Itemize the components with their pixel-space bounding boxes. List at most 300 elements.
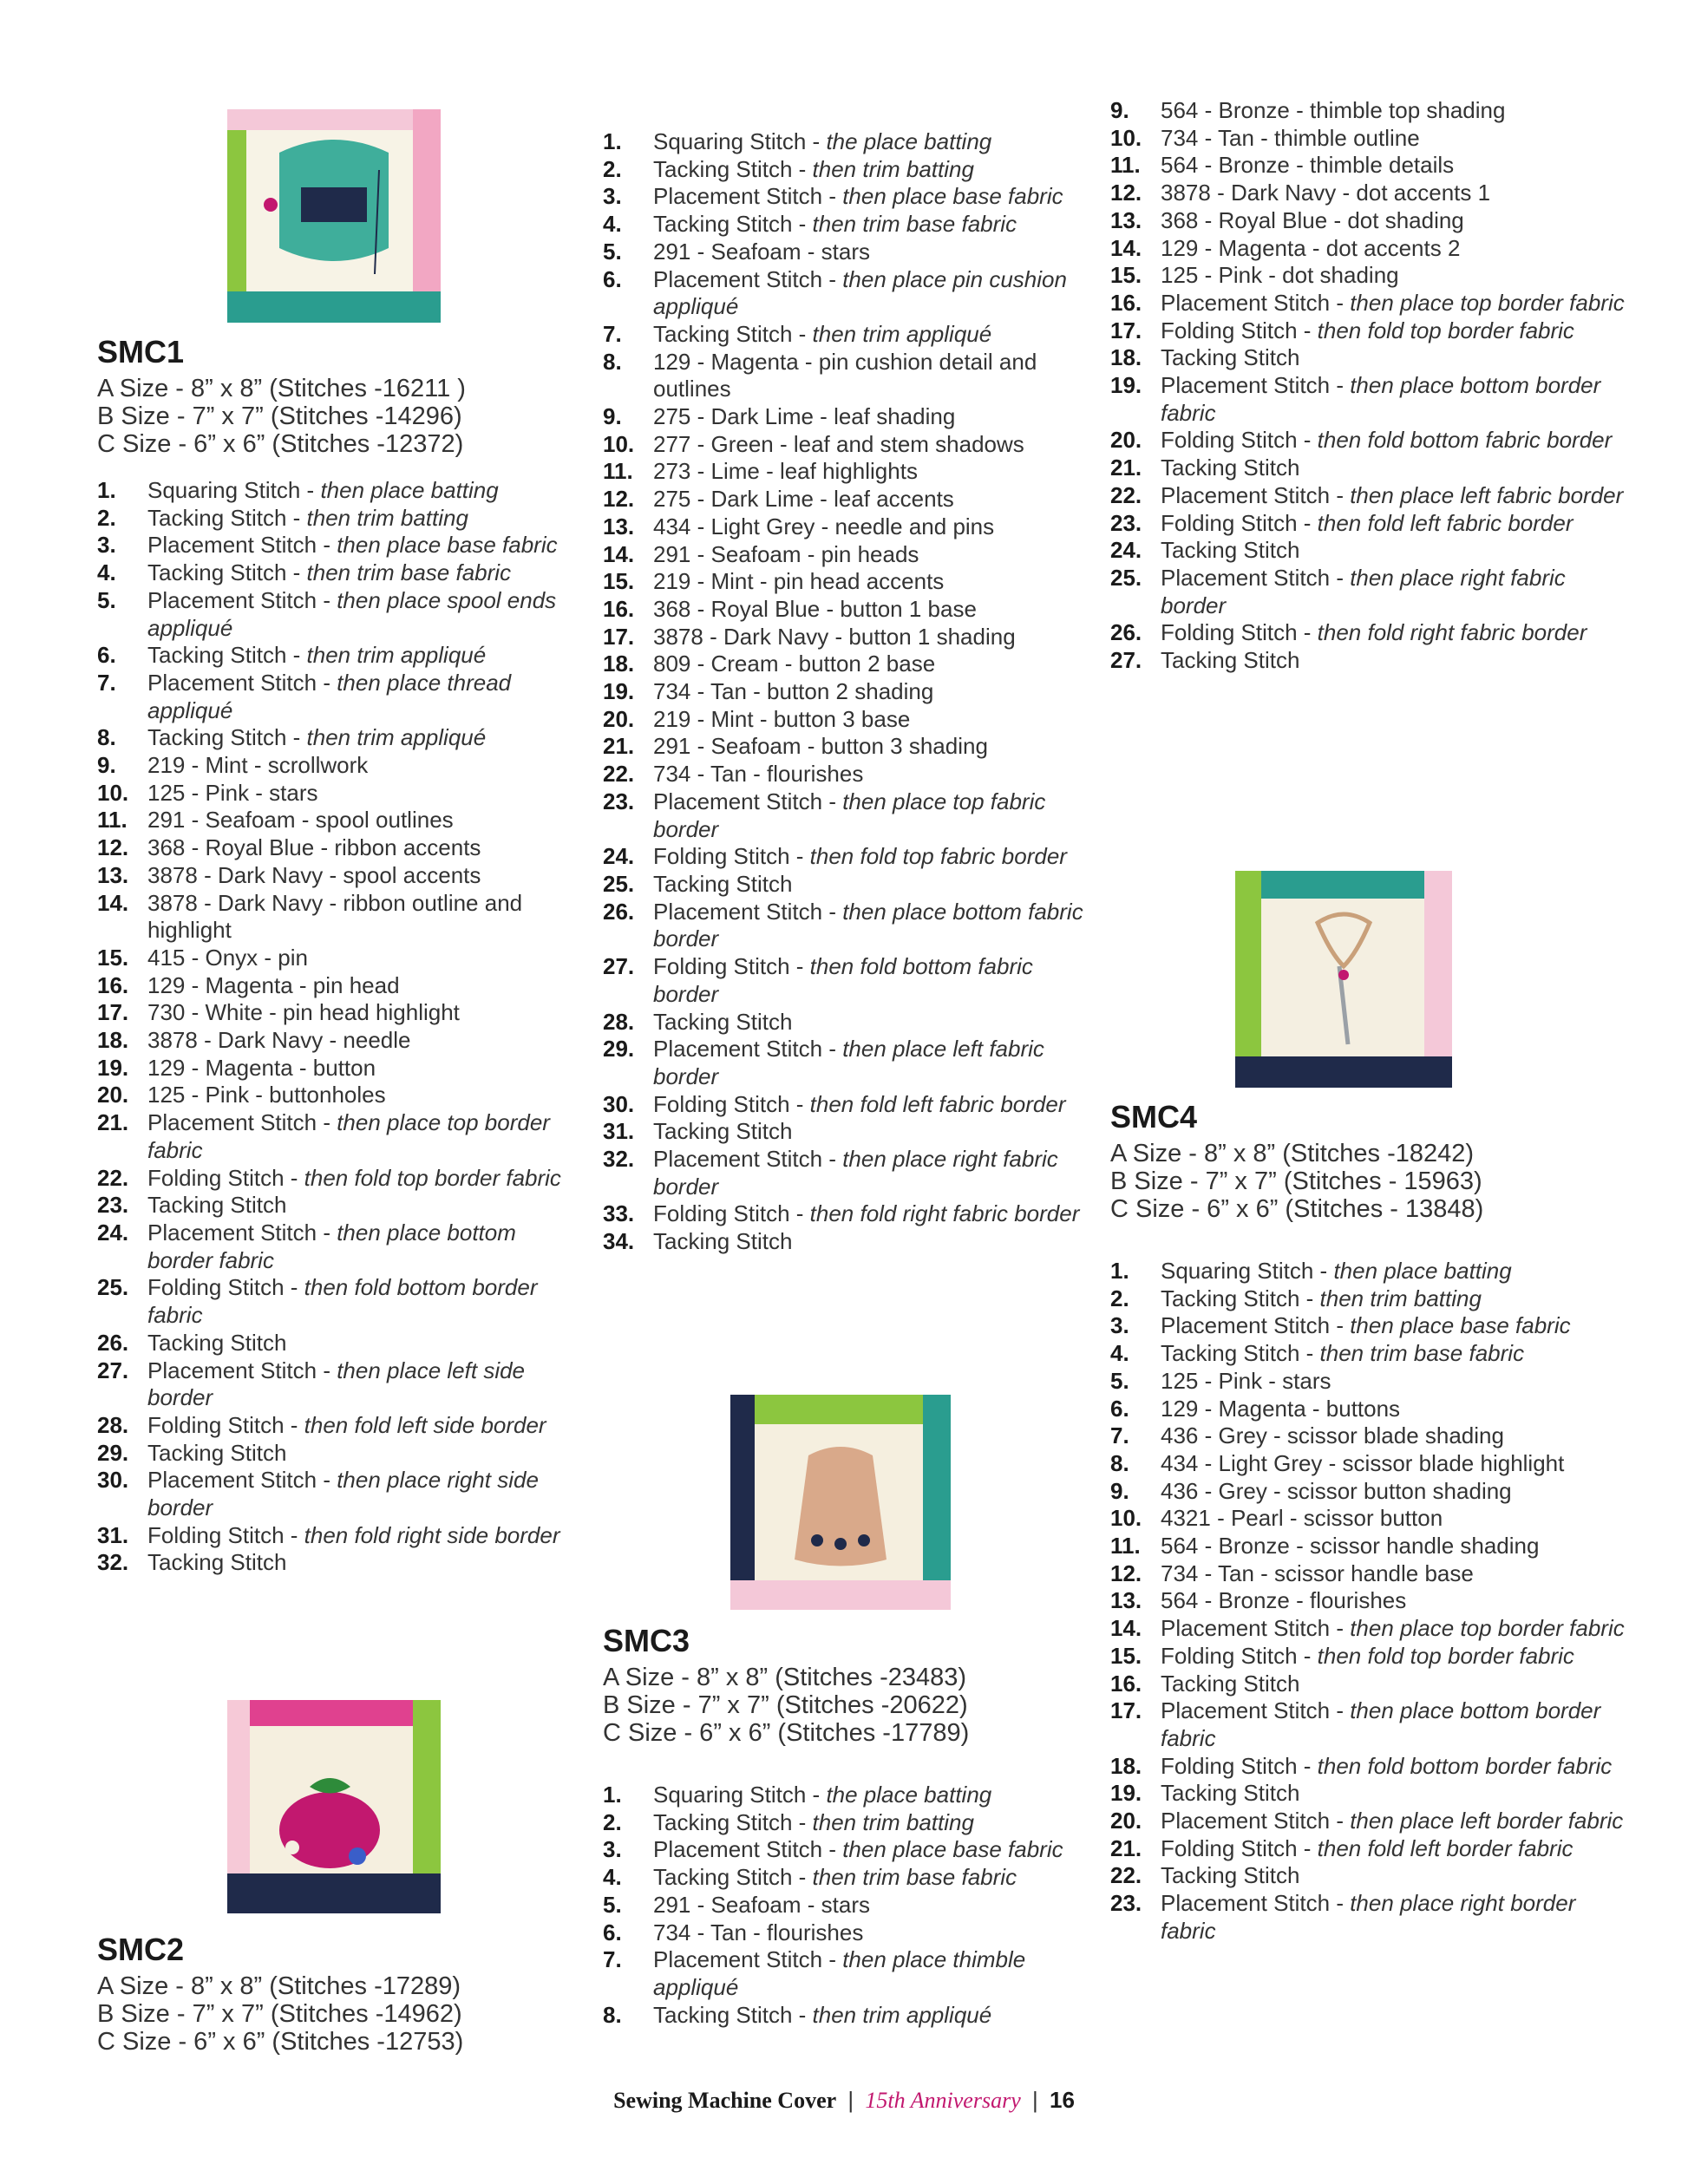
step-item xyxy=(97,1274,583,1329)
step-text: 129 - Magenta - button xyxy=(147,1054,376,1081)
smc2-block-image xyxy=(227,1700,441,1913)
step-text: Folding Stitch - xyxy=(1161,1834,1318,1861)
step-text: 734 - Tan - scissor handle base xyxy=(1161,1560,1474,1586)
step-text: Tacking Stitch xyxy=(1161,1862,1300,1889)
step-item xyxy=(603,733,1089,761)
smc3-size-b: B Size - 7” x 7” (Stitches -20622) xyxy=(603,1691,968,1719)
step-item xyxy=(1110,344,1631,372)
step-item xyxy=(603,1036,1089,1090)
step-item xyxy=(603,1892,1089,1919)
step-note: then fold bottom fabric border xyxy=(1317,427,1613,454)
step-item xyxy=(97,780,583,808)
step-item xyxy=(97,972,583,1000)
step-text: Placement Stitch - xyxy=(653,1836,843,1863)
step-text: 125 - Pink - buttonholes xyxy=(147,1082,386,1108)
step-number: 19. xyxy=(1110,1780,1142,1807)
step-note: then fold top border fabric xyxy=(1317,317,1574,343)
step-note: then fold left side border xyxy=(304,1411,546,1438)
step-number: 30. xyxy=(97,1467,129,1494)
step-item xyxy=(1110,1505,1631,1533)
smc4-size-b: B Size - 7” x 7” (Stitches - 15963) xyxy=(1110,1167,1482,1195)
step-item xyxy=(97,1220,583,1274)
step-text: Folding Stitch - xyxy=(1161,1642,1318,1669)
step-number: 21. xyxy=(97,1109,129,1136)
step-note: then place thimble appliqué xyxy=(653,1946,1026,2000)
smc1-size-c: C Size - 6” x 6” (Stitches -12372) xyxy=(97,430,464,458)
step-text: 564 - Bronze - thimble top shading xyxy=(1161,97,1506,123)
step-note: then place top border fabric xyxy=(147,1109,550,1163)
step-note: then fold left border fabric xyxy=(1317,1834,1574,1861)
step-number: 8. xyxy=(603,348,622,375)
step-number: 10. xyxy=(603,430,635,457)
step-number: 16. xyxy=(97,971,129,998)
step-item xyxy=(1110,1697,1631,1752)
step-number: 20. xyxy=(1110,1808,1142,1834)
step-text: Folding Stitch - xyxy=(1161,619,1318,646)
step-item xyxy=(97,1440,583,1468)
step-item xyxy=(1110,180,1631,207)
step-number: 3. xyxy=(97,532,116,559)
step-note: then place base fabric xyxy=(337,532,558,559)
step-text: 368 - Royal Blue - button 1 base xyxy=(653,595,977,622)
step-item xyxy=(1110,1560,1631,1588)
step-item xyxy=(1110,565,1631,619)
step-item xyxy=(1110,537,1631,565)
step-text: Placement Stitch - xyxy=(653,788,843,814)
step-text: Tacking Stitch - xyxy=(147,724,307,751)
step-number: 25. xyxy=(97,1274,129,1301)
step-item xyxy=(603,761,1089,788)
step-item xyxy=(1110,1890,1631,1945)
step-note: then trim appliqué xyxy=(812,320,992,347)
step-note: then place right side border xyxy=(147,1467,539,1521)
step-text: 291 - Seafoam - pin heads xyxy=(653,540,919,567)
step-note: then place right fabric border xyxy=(653,1146,1058,1200)
step-number: 27. xyxy=(1110,647,1142,674)
step-item xyxy=(603,513,1089,541)
step-item xyxy=(1110,1753,1631,1781)
step-item xyxy=(603,1228,1089,1256)
step-note: then fold left fabric border xyxy=(809,1090,1066,1117)
step-text: 734 - Tan - thimble outline xyxy=(1161,124,1420,151)
step-number: 10. xyxy=(1110,124,1142,151)
step-text: Folding Stitch - xyxy=(147,1521,304,1548)
step-number: 6. xyxy=(97,642,116,669)
step-text: Tacking Stitch - xyxy=(653,1808,813,1835)
step-text: Tacking Stitch xyxy=(1161,647,1300,674)
step-text: Tacking Stitch - xyxy=(653,155,813,182)
step-text: 3878 - Dark Navy - spool accents xyxy=(147,861,481,888)
smc3-title: SMC3 xyxy=(603,1623,690,1658)
step-text: Tacking Stitch - xyxy=(653,1864,813,1891)
step-number: 11. xyxy=(1110,152,1141,179)
step-text: 734 - Tan - button 2 shading xyxy=(653,678,934,705)
step-text: 291 - Seafoam - stars xyxy=(653,238,870,265)
smc3-size-a: A Size - 8” x 8” (Stitches -23483) xyxy=(603,1664,967,1691)
step-number: 31. xyxy=(603,1118,635,1145)
step-text: Tacking Stitch xyxy=(1161,1780,1300,1807)
footer-separator-1: | xyxy=(847,2087,854,2113)
step-item xyxy=(97,1549,583,1577)
step-item xyxy=(97,1412,583,1440)
step-note: then trim batting xyxy=(306,504,468,531)
step-note: then trim appliqué xyxy=(812,2001,992,2028)
step-item xyxy=(97,862,583,890)
step-text: 368 - Royal Blue - ribbon accents xyxy=(147,834,481,861)
step-item xyxy=(603,1118,1089,1146)
step-text: Tacking Stitch - xyxy=(653,211,813,238)
step-number: 6. xyxy=(1110,1395,1129,1422)
step-number: 18. xyxy=(1110,1752,1142,1779)
step-note: then place right fabric border xyxy=(1161,564,1566,618)
step-text: Placement Stitch - xyxy=(1161,372,1351,399)
step-note: then fold top fabric border xyxy=(809,843,1067,870)
step-note: then place pin cushion appliqué xyxy=(653,265,1067,320)
step-text: Placement Stitch - xyxy=(147,1357,337,1383)
smc4-block-image xyxy=(1235,871,1452,1088)
step-text: Placement Stitch - xyxy=(653,1146,843,1173)
step-text: 273 - Lime - leaf highlights xyxy=(653,458,918,485)
step-number: 28. xyxy=(97,1411,129,1438)
step-note: then trim base fabric xyxy=(812,1864,1017,1891)
step-number: 30. xyxy=(603,1090,635,1117)
step-item xyxy=(1110,1615,1631,1643)
step-item xyxy=(603,239,1089,266)
step-text: Tacking Stitch xyxy=(653,1008,793,1035)
step-number: 1. xyxy=(97,477,116,503)
step-item xyxy=(1110,427,1631,454)
step-text: 564 - Bronze - thimble details xyxy=(1161,152,1455,179)
step-note: then place spool ends appliqué xyxy=(147,586,557,641)
step-note: the place batting xyxy=(826,128,992,154)
step-item xyxy=(603,1836,1089,1864)
step-number: 6. xyxy=(603,1919,622,1945)
page-footer xyxy=(0,2087,1688,2114)
step-number: 1. xyxy=(603,128,622,154)
step-item xyxy=(97,1330,583,1357)
step-text: 368 - Royal Blue - dot shading xyxy=(1161,206,1464,233)
step-text: Squaring Stitch - xyxy=(1161,1258,1334,1284)
step-item xyxy=(97,999,583,1027)
step-text: Placement Stitch - xyxy=(1161,1808,1351,1834)
step-text: 219 - Mint - pin head accents xyxy=(653,568,945,595)
smc1-size-b: B Size - 7” x 7” (Stitches -14296) xyxy=(97,402,462,430)
step-text: 415 - Onyx - pin xyxy=(147,944,308,971)
step-item xyxy=(97,1165,583,1193)
step-number: 26. xyxy=(97,1329,129,1356)
step-note: then place bottom border fabric xyxy=(147,1219,516,1273)
step-number: 24. xyxy=(1110,537,1142,564)
step-number: 4. xyxy=(603,211,622,238)
step-note: then place left border fabric xyxy=(1350,1808,1624,1834)
step-item xyxy=(97,1467,583,1521)
step-note: then place right border fabric xyxy=(1161,1890,1576,1944)
step-text: Squaring Stitch - xyxy=(653,128,827,154)
step-text: 734 - Tan - flourishes xyxy=(653,1919,864,1945)
step-number: 4. xyxy=(603,1864,622,1891)
step-text: Tacking Stitch xyxy=(147,1329,287,1356)
step-number: 19. xyxy=(1110,372,1142,399)
smc1-title: SMC1 xyxy=(97,334,185,369)
step-item xyxy=(603,568,1089,596)
step-note: then trim appliqué xyxy=(306,642,487,669)
step-number: 17. xyxy=(603,623,635,650)
step-item xyxy=(1110,1258,1631,1285)
step-note: then place bottom border fabric xyxy=(1161,1697,1601,1751)
step-text: 291 - Seafoam - button 3 shading xyxy=(653,733,988,760)
step-number: 5. xyxy=(97,586,116,613)
step-item xyxy=(97,1027,583,1055)
step-item xyxy=(603,1919,1089,1947)
footer-anniversary: 15th Anniversary xyxy=(865,2088,1021,2113)
step-text: Tacking Stitch xyxy=(1161,344,1300,371)
step-number: 15. xyxy=(1110,262,1142,289)
step-text: Placement Stitch - xyxy=(1161,1312,1351,1339)
step-number: 34. xyxy=(603,1228,635,1255)
step-number: 6. xyxy=(603,265,622,292)
step-text: Tacking Stitch xyxy=(147,1192,287,1219)
smc4-size-c: C Size - 6” x 6” (Stitches - 13848) xyxy=(1110,1195,1484,1223)
step-text: 129 - Magenta - pin cushion detail and outlines xyxy=(653,348,1037,402)
step-text: 125 - Pink - stars xyxy=(147,779,318,806)
step-number: 9. xyxy=(1110,1477,1129,1504)
step-item xyxy=(1110,454,1631,482)
step-text: Placement Stitch - xyxy=(1161,1890,1351,1917)
step-text: Placement Stitch - xyxy=(1161,289,1351,316)
step-number: 20. xyxy=(603,705,635,732)
smc4-size-a: A Size - 8” x 8” (Stitches -18242) xyxy=(1110,1140,1475,1167)
smc3-block-image xyxy=(730,1395,951,1610)
step-note: then fold right fabric border xyxy=(809,1200,1080,1227)
smc1-sizes xyxy=(97,375,583,458)
step-item xyxy=(603,1946,1089,2001)
step-note: then trim base fabric xyxy=(306,559,512,586)
step-item xyxy=(97,1082,583,1109)
smc2-step-list xyxy=(603,128,1089,1256)
step-number: 15. xyxy=(97,944,129,971)
step-note: then trim appliqué xyxy=(306,724,487,751)
step-number: 33. xyxy=(603,1200,635,1227)
step-number: 15. xyxy=(603,568,635,595)
step-item xyxy=(603,541,1089,569)
step-item xyxy=(603,871,1089,899)
step-item xyxy=(603,183,1089,211)
step-text: Tacking Stitch xyxy=(147,1549,287,1576)
step-text: 275 - Dark Lime - leaf accents xyxy=(653,486,954,513)
step-item xyxy=(97,834,583,862)
step-number: 23. xyxy=(97,1192,129,1219)
step-text: 730 - White - pin head highlight xyxy=(147,999,460,1026)
footer-title: Sewing Machine Cover xyxy=(613,2088,837,2113)
step-item xyxy=(1110,1835,1631,1863)
smc4-step-list xyxy=(1110,1258,1631,1945)
step-item xyxy=(1110,510,1631,538)
smc2-header xyxy=(97,1932,583,2056)
step-number: 19. xyxy=(603,678,635,705)
step-number: 23. xyxy=(1110,509,1142,536)
step-number: 7. xyxy=(603,1946,622,1973)
step-text: 275 - Dark Lime - leaf shading xyxy=(653,403,956,430)
step-note: then trim batting xyxy=(812,1808,974,1835)
step-item xyxy=(97,807,583,834)
step-text: Tacking Stitch xyxy=(653,1118,793,1145)
step-item xyxy=(1110,207,1631,235)
step-number: 25. xyxy=(1110,564,1142,591)
step-item xyxy=(1110,1340,1631,1368)
smc3-step-list-continued xyxy=(1110,97,1631,675)
step-number: 15. xyxy=(1110,1642,1142,1669)
step-item xyxy=(1110,372,1631,427)
step-number: 25. xyxy=(603,870,635,897)
step-text: 129 - Magenta - pin head xyxy=(147,971,400,998)
step-note: then place base fabric xyxy=(842,183,1063,210)
step-number: 22. xyxy=(97,1164,129,1191)
step-note: then trim base fabric xyxy=(1319,1340,1525,1367)
step-number: 20. xyxy=(1110,427,1142,454)
step-item xyxy=(1110,1780,1631,1808)
step-number: 21. xyxy=(1110,1834,1142,1861)
step-item xyxy=(1110,1533,1631,1560)
step-number: 5. xyxy=(603,238,622,265)
step-number: 7. xyxy=(603,320,622,347)
step-item xyxy=(603,2002,1089,2030)
step-item xyxy=(603,624,1089,651)
step-text: 291 - Seafoam - spool outlines xyxy=(147,807,454,834)
step-item xyxy=(97,670,583,724)
step-number: 9. xyxy=(97,752,116,779)
step-text: Folding Stitch - xyxy=(1161,317,1318,343)
step-number: 7. xyxy=(97,669,116,696)
step-number: 24. xyxy=(97,1219,129,1246)
step-number: 13. xyxy=(603,513,635,539)
step-text: 125 - Pink - dot shading xyxy=(1161,262,1399,289)
step-number: 2. xyxy=(1110,1285,1129,1311)
smc2-size-c: C Size - 6” x 6” (Stitches -12753) xyxy=(97,2028,464,2056)
smc2-size-b: B Size - 7” x 7” (Stitches -14962) xyxy=(97,2000,462,2028)
step-number: 18. xyxy=(97,1027,129,1054)
step-number: 8. xyxy=(97,724,116,751)
step-text: Folding Stitch - xyxy=(147,1164,304,1191)
step-text: Tacking Stitch xyxy=(1161,537,1300,564)
smc2-size-a: A Size - 8” x 8” (Stitches -17289) xyxy=(97,1972,461,2000)
step-number: 32. xyxy=(97,1549,129,1576)
step-item xyxy=(603,899,1089,953)
step-text: 3878 - Dark Navy - needle xyxy=(147,1027,411,1054)
step-number: 1. xyxy=(1110,1258,1129,1284)
step-item xyxy=(603,953,1089,1008)
step-item xyxy=(1110,152,1631,180)
step-note: then place bottom fabric border xyxy=(653,898,1083,952)
step-number: 18. xyxy=(1110,344,1142,371)
step-item xyxy=(603,1864,1089,1892)
step-item xyxy=(603,349,1089,403)
step-note: then place batting xyxy=(320,477,499,503)
step-item xyxy=(603,596,1089,624)
step-number: 10. xyxy=(97,779,129,806)
step-item xyxy=(603,651,1089,678)
step-item xyxy=(97,559,583,587)
step-number: 11. xyxy=(603,458,633,485)
step-number: 14. xyxy=(1110,1615,1142,1642)
step-note: then trim batting xyxy=(812,155,974,182)
step-text: 436 - Grey - scissor button shading xyxy=(1161,1477,1512,1504)
step-number: 10. xyxy=(1110,1505,1142,1532)
step-number: 22. xyxy=(1110,481,1142,508)
step-number: 17. xyxy=(1110,1697,1142,1724)
step-text: 436 - Grey - scissor blade shading xyxy=(1161,1422,1504,1449)
step-note: then place top fabric border xyxy=(653,788,1046,842)
step-item xyxy=(97,532,583,559)
step-item xyxy=(1110,1643,1631,1671)
step-item xyxy=(1110,1478,1631,1506)
step-note: then place top border fabric xyxy=(1350,289,1625,316)
step-item xyxy=(603,1782,1089,1809)
step-item xyxy=(603,1200,1089,1228)
step-text: 125 - Pink - stars xyxy=(1161,1367,1331,1394)
step-number: 17. xyxy=(1110,317,1142,343)
step-number: 3. xyxy=(603,183,622,210)
smc4-title: SMC4 xyxy=(1110,1099,1198,1135)
step-text: Placement Stitch - xyxy=(1161,481,1351,508)
step-item xyxy=(603,1809,1089,1837)
step-number: 1. xyxy=(603,1782,622,1808)
step-text: 734 - Tan - flourishes xyxy=(653,761,864,788)
step-number: 26. xyxy=(1110,619,1142,646)
step-note: then fold top border fabric xyxy=(304,1164,561,1191)
step-text: Tacking Stitch - xyxy=(147,559,307,586)
step-text: 4321 - Pearl - scissor button xyxy=(1161,1505,1443,1532)
step-item xyxy=(97,724,583,752)
step-item xyxy=(97,642,583,670)
step-text: 277 - Green - leaf and stem shadows xyxy=(653,430,1024,457)
step-item xyxy=(97,1055,583,1082)
step-number: 7. xyxy=(1110,1422,1129,1449)
step-text: Squaring Stitch - xyxy=(147,477,321,503)
step-item xyxy=(1110,1312,1631,1340)
step-number: 13. xyxy=(97,861,129,888)
step-item xyxy=(1110,1422,1631,1450)
footer-separator-2: | xyxy=(1031,2087,1038,2113)
step-number: 17. xyxy=(97,999,129,1026)
step-text: Folding Stitch - xyxy=(1161,427,1318,454)
step-text: Tacking Stitch xyxy=(1161,1670,1300,1697)
step-number: 2. xyxy=(603,155,622,182)
step-item xyxy=(603,211,1089,239)
step-note: then place base fabric xyxy=(1350,1312,1571,1339)
step-number: 29. xyxy=(97,1439,129,1466)
step-number: 12. xyxy=(1110,180,1142,206)
step-number: 13. xyxy=(1110,206,1142,233)
step-number: 12. xyxy=(603,486,635,513)
step-item xyxy=(1110,317,1631,345)
step-note: then place left side border xyxy=(147,1357,526,1411)
step-text: 219 - Mint - button 3 base xyxy=(653,705,911,732)
step-item xyxy=(1110,262,1631,290)
step-number: 28. xyxy=(603,1008,635,1035)
step-text: Squaring Stitch - xyxy=(653,1782,827,1808)
step-item xyxy=(1110,482,1631,510)
step-text: Tacking Stitch - xyxy=(1161,1340,1320,1367)
step-number: 9. xyxy=(1110,97,1129,123)
step-text: 434 - Light Grey - needle and pins xyxy=(653,513,995,539)
step-item xyxy=(1110,125,1631,153)
step-item xyxy=(603,678,1089,706)
step-item xyxy=(603,266,1089,321)
step-text: Tacking Stitch - xyxy=(147,504,307,531)
step-item xyxy=(97,945,583,972)
step-item xyxy=(97,1109,583,1164)
step-text: Tacking Stitch - xyxy=(147,642,307,669)
